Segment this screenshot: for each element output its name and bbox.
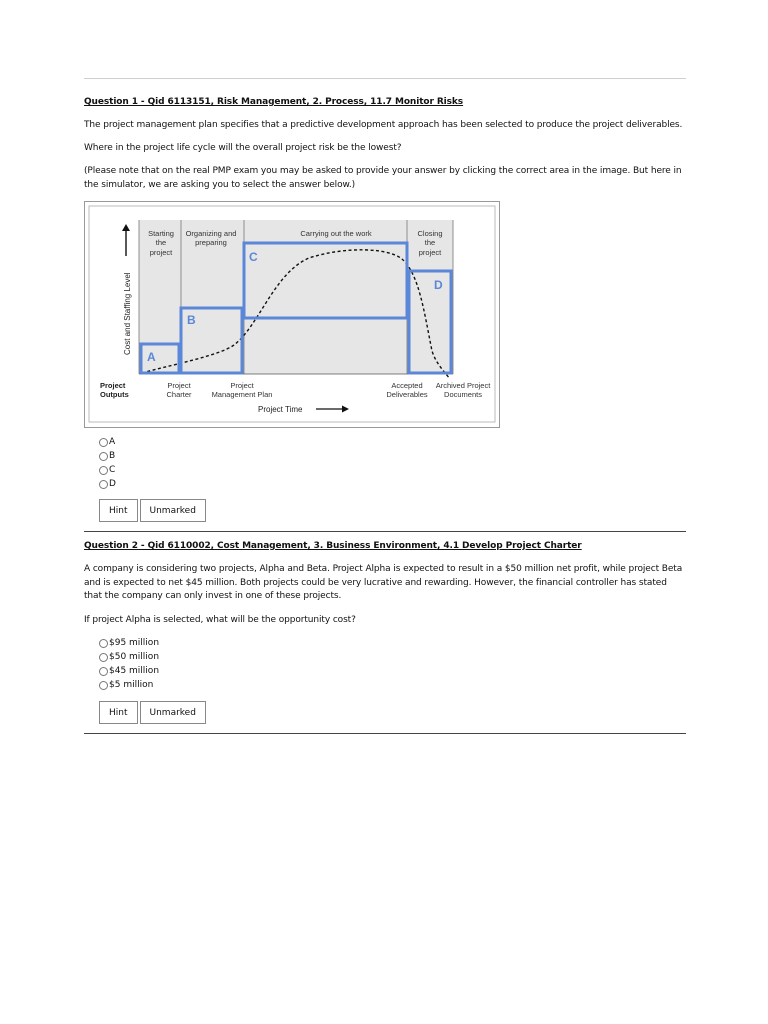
q2-option-1-radio[interactable] [99, 639, 108, 648]
q1-option-b-radio[interactable] [99, 452, 108, 461]
q2-option-4[interactable] [99, 678, 159, 692]
phase-4-line-1: Closing [417, 229, 443, 238]
q2-option-2-radio[interactable] [99, 653, 108, 662]
output-4-line-1: Archived Project [435, 381, 491, 390]
question-1-title: Question 1 - Qid 6113151, Risk Management, 2. Process, 11.7 Monitor Risks [84, 97, 464, 107]
phase-1-line-1: Starting [148, 229, 174, 238]
q1-option-b-label: B [109, 451, 116, 461]
output-3-line-2: Deliverables [386, 390, 428, 399]
q1-option-b[interactable] [99, 449, 116, 463]
question-1-note: (Please note that on the real PMP exam you may be asked to provide your answer by clicking the correct area in the image. But here in the simulator, we are asking you to select the answer below.) [84, 166, 682, 190]
output-2-line-2: Management Plan [211, 390, 273, 399]
q1-option-c-radio[interactable] [99, 466, 108, 475]
q1-option-d[interactable] [99, 477, 116, 491]
q1-option-a-radio[interactable] [99, 438, 108, 447]
q2-option-3-label: $45 million [109, 666, 160, 676]
question-2-options [99, 636, 159, 692]
q1-mark-button[interactable]: Unmarked [140, 499, 206, 522]
output-1-line-1: Project [167, 381, 191, 390]
outputs-label-2: Outputs [100, 390, 129, 399]
q1-option-c[interactable] [99, 463, 116, 477]
phase-4-line-2: the [424, 238, 436, 247]
y-axis-label: Cost and Staffing Level [123, 272, 132, 355]
phase-1-line-2: the [155, 238, 167, 247]
box-c-label: C [249, 250, 258, 264]
question-1-divider [84, 531, 686, 532]
q2-option-3[interactable] [99, 664, 159, 678]
q2-option-4-label: $5 million [109, 680, 154, 690]
question-1-statement: The project management plan specifies that a predictive development approach has been selected to produce the project deliverables. [84, 120, 683, 130]
question-1-options [99, 435, 116, 491]
box-d-label: D [434, 278, 443, 292]
box-b-label: B [187, 313, 196, 327]
project-life-cycle-diagram [84, 201, 500, 428]
output-1-line-2: Charter [166, 390, 192, 399]
box-a-label: A [147, 350, 156, 364]
q2-option-1-label: $95 million [109, 638, 160, 648]
question-2-actions [99, 701, 206, 724]
q1-option-d-radio[interactable] [99, 480, 108, 489]
top-divider [84, 78, 686, 79]
q1-option-d-label: D [109, 479, 116, 489]
q1-option-c-label: C [109, 465, 116, 475]
phase-4-line-3: project [418, 248, 442, 257]
q2-option-2-label: $50 million [109, 652, 160, 662]
x-axis-label: Project Time [258, 405, 303, 414]
phase-3-heading: Carrying out the work [300, 229, 372, 238]
q2-option-4-radio[interactable] [99, 681, 108, 690]
phase-2-line-2: preparing [195, 238, 227, 247]
q1-option-a[interactable] [99, 435, 116, 449]
q2-option-1[interactable] [99, 636, 159, 650]
q1-option-a-label: A [109, 437, 116, 447]
output-3-line-1: Accepted [391, 381, 423, 390]
question-2-title: Question 2 - Qid 6110002, Cost Management, 3. Business Environment, 4.1 Develop Project Charter [84, 541, 582, 551]
output-2-line-1: Project [230, 381, 254, 390]
phase-2-line-1: Organizing and [185, 229, 237, 238]
q2-hint-button[interactable]: Hint [99, 701, 138, 724]
q2-option-2[interactable] [99, 650, 159, 664]
q2-option-3-radio[interactable] [99, 667, 108, 676]
question-2-prompt: If project Alpha is selected, what will be the opportunity cost? [84, 615, 356, 625]
q2-mark-button[interactable]: Unmarked [140, 701, 206, 724]
question-1-prompt: Where in the project life cycle will the overall project risk be the lowest? [84, 143, 402, 153]
question-2-divider [84, 733, 686, 734]
output-4-line-2: Documents [444, 390, 482, 399]
outputs-label-1: Project [100, 381, 126, 390]
question-1-actions [99, 499, 206, 522]
question-2-statement: A company is considering two projects, Alpha and Beta. Project Alpha is expected to result in a $50 million net profit, while project Beta and is expected to net $45 million. Both projects could be very lucrative and rewarding. However, the financial controller has stated that the company can only invest in one of these projects. [84, 564, 683, 601]
q1-hint-button[interactable]: Hint [99, 499, 138, 522]
phase-1-line-3: project [149, 248, 173, 257]
